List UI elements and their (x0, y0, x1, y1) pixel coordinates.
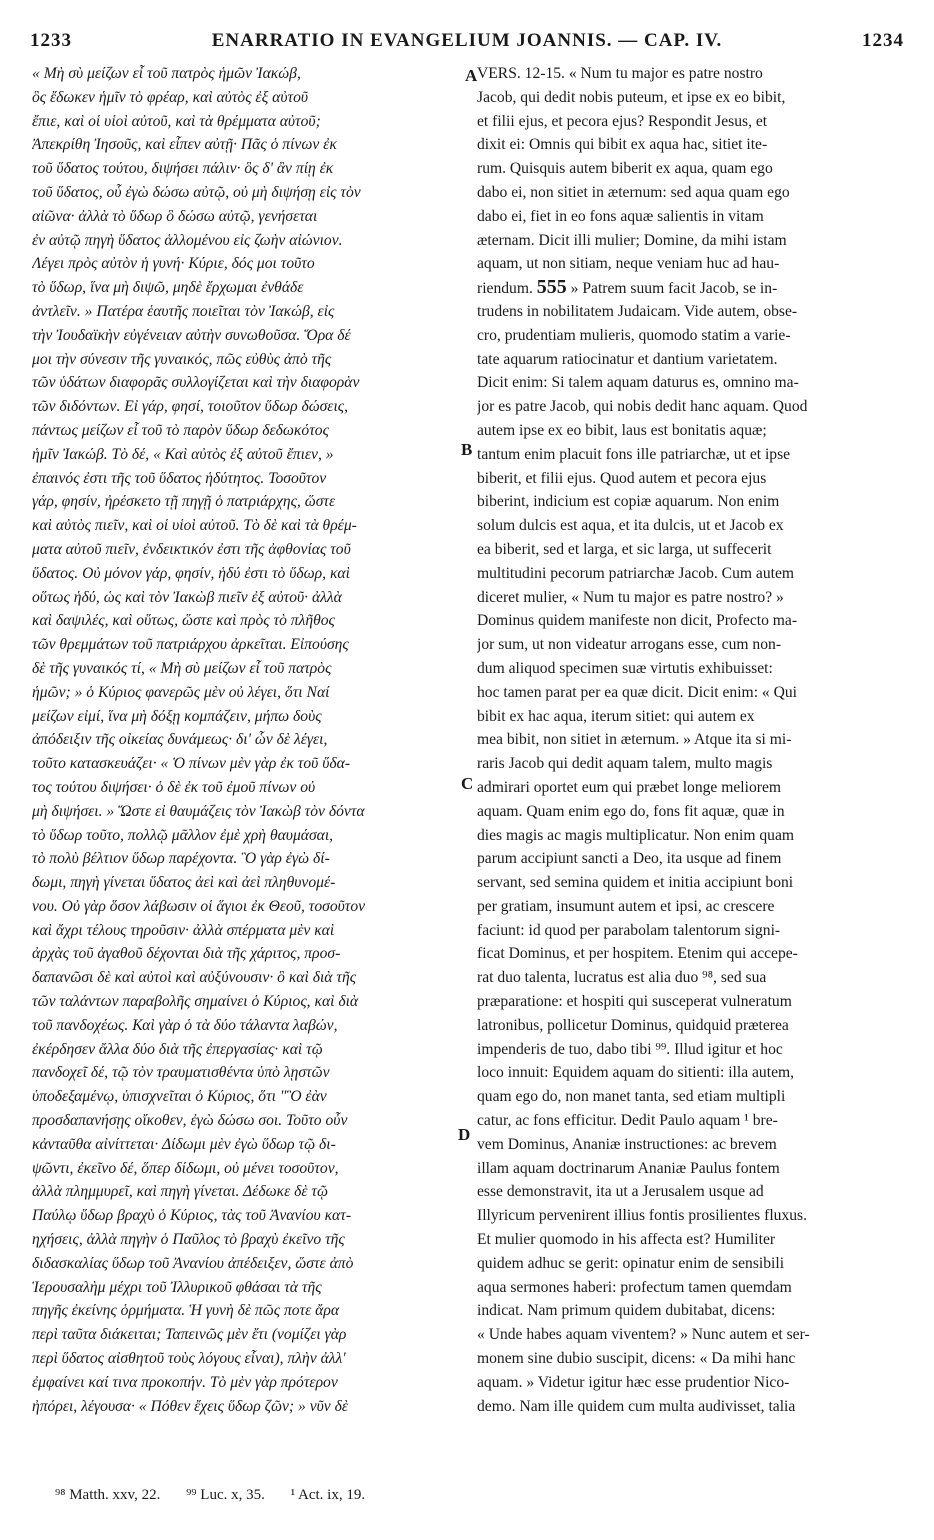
text-line: jor sum, ut non videatur arrogans esse, cum non- (477, 636, 782, 654)
text-line: κἀνταῦθα αἰνίττεται· Δίδωμι μὲν ἐγὼ ὕδωρ τῷ δι- (32, 1135, 336, 1153)
text-line: Dominus quidem manifeste non dicit, Profecto ma- (477, 612, 798, 630)
text-line: τῶν ὑδάτων διαφορᾶς συλλογίζεται καὶ τὴν διαφορὰν (32, 374, 360, 392)
text-line: προσδαπανήσῃς οἴκοθεν, ἐγὼ δώσω σοι. Τοῦτο οὖν (32, 1112, 348, 1130)
text-line: et filii ejus, et pecora ejus? Respondit Jesus, et (477, 112, 768, 130)
text-line: τοῦ ὕδατος, οὗ ἐγὼ δώσω αὐτῷ, οὐ μὴ διψήσῃ εἰς τὸν (32, 183, 361, 201)
text-line: τοῦτο κατασκευάζει· « Ὁ πίνων μὲν γὰρ ἐκ τοῦ ὕδα- (32, 755, 351, 773)
text-line: ἐν αὐτῷ πηγὴ ὕδατος ἁλλομένου εἰς ζωὴν αἰώνιον. (32, 231, 343, 249)
text-line: jor es patre Jacob, qui nobis dedit hanc aquam. Quod (477, 398, 808, 416)
text-line: biberit, et filii ejus. Quod autem et pecora ejus (477, 469, 767, 487)
text-line: multitudini pecorum patriarchæ Jacob. Cum autem (477, 564, 794, 582)
text-line: quidem adhuc se gerit: opinatur enim de sensibili (477, 1254, 785, 1272)
text-line: admirari oportet eum qui præbet longe meliorem (477, 778, 781, 796)
text-line: δωμι, πηγὴ γίνεται ὕδατος ἀεὶ καὶ ἀεὶ πληθυνομέ- (32, 874, 336, 892)
text-line: Illyricum pervenirent illius fontis prosilientes fluxus. (477, 1207, 808, 1225)
text-line: ὃς ἔδωκεν ἡμῖν τὸ φρέαρ, καὶ αὐτὸς ἐξ αὐτοῦ (32, 88, 309, 106)
text-line: τὸ ὕδωρ τοῦτο, πολλῷ μᾶλλον ἐμὲ χρὴ θαυμάσαι, (32, 826, 334, 844)
text-line: latronibus, pollicetur Dominus, quidquid præterea (477, 1016, 789, 1034)
text-line: hoc tamen parat per ea quæ dicit. Dicit enim: « Qui (477, 683, 798, 701)
text-line: καὶ αὐτὸς πιεῖν, καὶ οἱ υἱοὶ αὐτοῦ. Τὸ δὲ καὶ τὰ θρέμ- (32, 517, 357, 535)
text-line: οὕτως ἡδύ, ὡς καὶ τὸν Ἰακὼβ πιεῖν ἐξ αὐτοῦ· ἀλλὰ (32, 588, 342, 606)
text-line: autem ipse ex eo bibit, laus est bonitatis aquæ; (477, 421, 767, 439)
text-line: « Unde habes aquam viventem? » Nunc autem et ser- (477, 1326, 810, 1344)
text-line: πηγῆς ἐκείνης ὁρμήματα. Ἡ γυνὴ δὲ πῶς ποτε ἄρα (32, 1302, 340, 1320)
text-line: præparatione: et hospiti qui susceperat vulneratum (477, 993, 792, 1011)
text-line: loco innuit: Equidem aquam do sitienti: illa autem, (477, 1064, 795, 1082)
text-fragment: riendum. (477, 280, 537, 298)
text-line: aquam, ut non sitiam, neque veniam huc ad hau- (477, 255, 780, 273)
text-line: Λέγει πρὸς αὐτὸν ἡ γυνή· Κύριε, δός μοι τοῦτο (32, 255, 315, 273)
text-line: τῶν ταλάντων παραβολῆς σημαίνει ὁ Κύριος, καὶ διὰ (32, 993, 359, 1011)
text-line: aquam. » Videtur igitur hæc esse prudentior Nico- (477, 1373, 790, 1391)
text-line: dum aliquod specimen suæ virtutis exhibuisset: (477, 659, 773, 677)
running-title: ENARRATIO IN EVANGELIUM JOANNIS. — CAP. IV. (211, 30, 723, 51)
text-line: parum accipiunt sancti a Deo, ita usque ad finem (477, 850, 782, 868)
text-line: τῶν διδόντων. Εἰ γάρ, φησί, τοιοῦτον ὕδωρ δώσεις, (32, 398, 349, 416)
text-line: biberint, indicium est copiæ aquarum. Non enim (477, 493, 780, 511)
text-line: dies magis ac magis multiplicatur. Non enim quam (477, 826, 795, 844)
text-line: τῶν θρεμμάτων τοῦ πατριάρχου ἀρκεῖται. Εἰπούσης (32, 636, 349, 654)
text-line: cro, prudentiam mulieris, quomodo statim a varie- (477, 326, 791, 344)
text-line: ficat Dominus, et per hospitem. Etenim qui accepe- (477, 945, 798, 963)
text-line: rum. Quisquis autem biberit ex aqua, quam ego (477, 160, 773, 178)
text-line: aqua sermones haberi: profectum tamen quemdam (477, 1278, 792, 1296)
text-line: περὶ ὕδατος αἰσθητοῦ τοὺς λόγους εἶναι), πλὴν ἀλλ' (32, 1350, 346, 1368)
text-line: bibit ex hac aqua, iterum sitiet: qui autem ex (477, 707, 755, 725)
text-line: τοῦ πανδοχέως. Καὶ γὰρ ὁ τὰ δύο τάλαντα λαβών, (32, 1016, 338, 1034)
text-line: διδασκαλίας ὕδωρ τοῦ Ἀνανίου ἀπέδειξεν, ὥστε ἀπὸ (32, 1254, 354, 1272)
text-line: solum dulcis est aqua, et ita dulcis, ut et Jacob ex (477, 517, 784, 535)
margin-marker-b: B (461, 440, 473, 459)
text-line: dixit ei: Omnis qui bibit ex aqua hac, sitiet ite- (477, 136, 768, 154)
footnotes (55, 1487, 387, 1504)
text-line: mea bibit, non sitiet in æternum. » Atque ita si mi- (477, 731, 792, 749)
text-line: æternam. Dicit illi mulier; Domine, da mihi istam (477, 231, 787, 249)
text-line: πανδοχεῖ δέ, τῷ τὸν τραυματισθέντα ὑπὸ λῃστῶν (32, 1064, 330, 1082)
text-line: VERS. 12-15. « Num tu major es patre nostro (477, 65, 763, 82)
text-line: τοῦ ὕδατος τούτου, διψήσει πάλιν· ὃς δ' ἂν πίῃ ἐκ (32, 160, 334, 178)
text-line: dabo ei, fiet in eo fons aquæ salientis in vitam (477, 207, 764, 225)
text-line: monem sine dubio suscipit, dicens: « Da mihi hanc (477, 1350, 796, 1368)
text-line: τὴν Ἰουδαϊκὴν εὐγένειαν αὐτὴν συνωθοῦσα. Ὅρα δέ (32, 326, 351, 344)
text-line: tate aquarum ratiocinatur et dantium varietatem. (477, 350, 778, 368)
text-line: τὸ ὕδωρ, ἵνα μὴ διψῶ, μηδὲ ἔρχωμαι ἐνθάδε (32, 279, 304, 297)
text-line: Et mulier quomodo in his affecta est? Humiliter (477, 1231, 776, 1249)
text-line: δὲ τῆς γυναικός τί, « Μὴ σὺ μείζων εἶ τοῦ πατρὸς (32, 659, 332, 677)
text-line: trudens in nobilitatem Judaicam. Vide autem, obse- (477, 302, 798, 320)
text-line: ἀρχὰς τοῦ ἀγαθοῦ δέχονται διὰ τῆς χάριτος, προσ- (32, 945, 341, 963)
page-number-right: 1234 (862, 30, 904, 51)
text-line: raris Jacob qui dedit aquam talem, multo magis (477, 755, 773, 773)
text-line: Dicit enim: Si talem aquam daturus es, omnino ma- (477, 374, 799, 392)
text-line: ἡμῶν; » ὁ Κύριος φανερῶς μὲν οὐ λέγει, ὅτι Ναί (32, 683, 330, 701)
text-line: Ἱερουσαλὴμ μέχρι τοῦ Ἰλλυρικοῦ φθάσαι τὰ τῆς (32, 1278, 322, 1296)
margin-marker-a: A (465, 66, 478, 85)
text-line: tantum enim placuit fons ille patriarchæ, ut et ipse (477, 445, 791, 463)
text-line: esse demonstravit, ita ut a Jerusalem usque ad (477, 1183, 764, 1201)
text-line: indicat. Nam primum quidem dubitabat, dicens: (477, 1302, 776, 1320)
text-line: μείζων εἰμί, ἵνα μὴ δόξῃ κομπάζειν, μήπω δοὺς (32, 707, 322, 725)
text-line: ἐπαινός ἐστι τῆς τοῦ ὕδατος ἡδύτητος. Τοσοῦτον (32, 469, 327, 487)
greek-text-column (32, 62, 461, 1418)
text-line: μοι τὴν σύνεσιν τῆς γυναικός, πῶς εὐθὺς ἀπὸ τῆς (32, 350, 332, 368)
footnote: ⁹⁹ Luc. x, 35. (186, 1487, 265, 1503)
text-line: ψῶντι, ἐκεῖνο δέ, ὅπερ δίδωμι, οὐ μένει τοσοῦτον, (32, 1159, 339, 1177)
text-line: μὴ διψήσει. » Ὥστε εἰ θαυμάζεις τὸν Ἰακὼβ τὸν δόντα (32, 802, 365, 820)
text-line: νου. Οὐ γὰρ ὅσον λάβωσιν οἱ ἅγιοι ἐκ Θεοῦ, τοσοῦτον (32, 897, 366, 915)
text-line: δαπανῶσι δὲ καὶ αὐτοὶ καὶ αὐξύνουσιν· ὃ καὶ διὰ τῆς (32, 969, 357, 987)
text-line: Ἀπεκρίθη Ἰησοῦς, καὶ εἶπεν αὐτῇ· Πᾶς ὁ πίνων ἐκ (32, 136, 337, 154)
text-line: demo. Nam ille quidem cum multa audivisset, talia (477, 1397, 796, 1415)
text-line: ηχήσεις, ἀλλὰ πηγὴν ὁ Παῦλος τὸ βραχὺ ἐκεῖνο τῆς (32, 1231, 345, 1249)
edition-page-number: 555 (536, 276, 567, 299)
margin-marker-d: D (458, 1125, 471, 1144)
text-line: faciunt: id quod per parabolam talentorum signi- (477, 921, 781, 939)
text-line: servant, sed semina quidem et initia accipiunt boni (477, 874, 794, 892)
text-line: ἀλλὰ πλημμυρεῖ, καὶ πηγὴ γίνεται. Δέδωκε δὲ τῷ (32, 1183, 328, 1201)
page-number-left: 1233 (30, 30, 72, 51)
text-line: per gratiam, insumunt autem et ipsi, ac crescere (477, 897, 775, 915)
text-line: πάντως μείζων εἶ τοῦ τὸ παρὸν ὕδωρ δεδωκότος (32, 421, 329, 439)
text-line: vem Dominus, Ananiæ instructiones: ac brevem (477, 1135, 777, 1153)
text-line: περὶ ταῦτα διάκειται; Ταπεινῶς μὲν ἔτι (νομίζει γὰρ (32, 1326, 347, 1344)
text-line: ea biberit, sed et larga, et sic larga, ut suffecerit (477, 540, 772, 558)
page-header (30, 30, 904, 56)
text-line: dabo ei, non sitiet in æternum: sed aqua quam ego (477, 183, 790, 201)
text-line: illam aquam doctrinarum Ananiæ Paulus fontem (477, 1159, 780, 1177)
text-line: diceret mulier, « Num tu major es patre nostro? » (477, 588, 784, 606)
text-line: « Μὴ σὺ μείζων εἶ τοῦ πατρὸς ἡμῶν Ἰακώβ, (32, 65, 301, 82)
text-line: Jacob, qui dedit nobis puteum, et ipse ex eo bibit, (477, 88, 786, 106)
text-line (477, 276, 902, 300)
footnote: ¹ Act. ix, 19. (290, 1487, 366, 1503)
text-line: τὸ πολὺ βέλτιον ὕδωρ παρέχοντα. Ὃ γὰρ ἐγὼ δί- (32, 850, 330, 868)
text-line: ἐμφαίνει καί τινα προκοπήν. Τὸ μὲν γὰρ πρότερον (32, 1373, 338, 1391)
latin-text-column (477, 62, 902, 1418)
text-line: ἡμῖν Ἰακώβ. Τὸ δέ, « Καὶ αὐτὸς ἐξ αὐτοῦ ἔπιεν, » (32, 445, 334, 463)
text-line: καὶ δαψιλές, καὶ οὕτως, ὥστε καὶ πρὸς τὸ πλῆθος (32, 612, 335, 630)
text-line: ματα αὐτοῦ πιεῖν, ἐνδεικτικόν ἐστι τῆς ἀφθονίας τοῦ (32, 540, 351, 558)
text-line: ἐκέρδησεν ἄλλα δύο διὰ τῆς ἐπεργασίας· καὶ τῷ (32, 1040, 323, 1058)
text-line: catur, ac fons efficitur. Dedit Paulo aquam ¹ bre- (477, 1112, 778, 1130)
text-line: ὑποδεξαμένῳ, ὑπισχνεῖται ὁ Κύριος, ὅτι "Ὃ ἐὰν (32, 1088, 327, 1106)
text-line: γάρ, φησίν, ἠρέσκετο τῇ πηγῇ ὁ πατριάρχης, ὥστε (32, 493, 336, 511)
footnote: ⁹⁸ Matth. xxv, 22. (55, 1487, 161, 1503)
text-line: ἠπόρει, λέγουσα· « Πόθεν ἔχεις ὕδωρ ζῶν; » νῦν δὲ (32, 1397, 348, 1415)
text-line: ἔπιε, καὶ οἱ υἱοὶ αὐτοῦ, καὶ τὰ θρέμματα αὐτοῦ; (32, 112, 321, 130)
text-line: quam ego do, non manet tanta, sed etiam multipli (477, 1088, 786, 1106)
text-line: ὕδατος. Οὐ μόνον γάρ, φησίν, ἡδύ ἐστι τὸ ὕδωρ, καὶ (32, 564, 350, 582)
text-line: ἀντλεῖν. » Πατέρα ἑαυτῆς ποιεῖται τὸν Ἰακώβ, εἰς (32, 302, 335, 320)
text-line: καὶ ἄχρι τέλους τηροῦσιν· ἀλλὰ σπέρματα μὲν καὶ (32, 921, 335, 939)
text-line: impenderis de tuo, dabo tibi ⁹⁹. Illud igitur et hoc (477, 1040, 783, 1058)
text-line: Παύλῳ ὕδωρ βραχὺ ὁ Κύριος, τὰς τοῦ Ἀνανίου κατ- (32, 1207, 352, 1225)
text-line: τος τούτου διψήσει· ὁ δὲ ἐκ τοῦ ἐμοῦ πίνων οὐ (32, 778, 316, 796)
text-fragment: » Patrem suum facit Jacob, se in- (566, 280, 778, 298)
text-line: ἀπόδειξιν τῆς οἰκείας δυνάμεως· δι' ὧν δὲ λέγει, (32, 731, 328, 749)
text-line: aquam. Quam enim ego do, fons fit aquæ, quæ in (477, 802, 785, 820)
text-line: αἰῶνα· ἀλλὰ τὸ ὕδωρ ὃ δώσω αὐτῷ, γενήσεται (32, 207, 318, 225)
margin-marker-c: C (461, 774, 474, 793)
text-line: rat duo talenta, lucratus est alia duo ⁹⁸, sed sua (477, 969, 767, 987)
